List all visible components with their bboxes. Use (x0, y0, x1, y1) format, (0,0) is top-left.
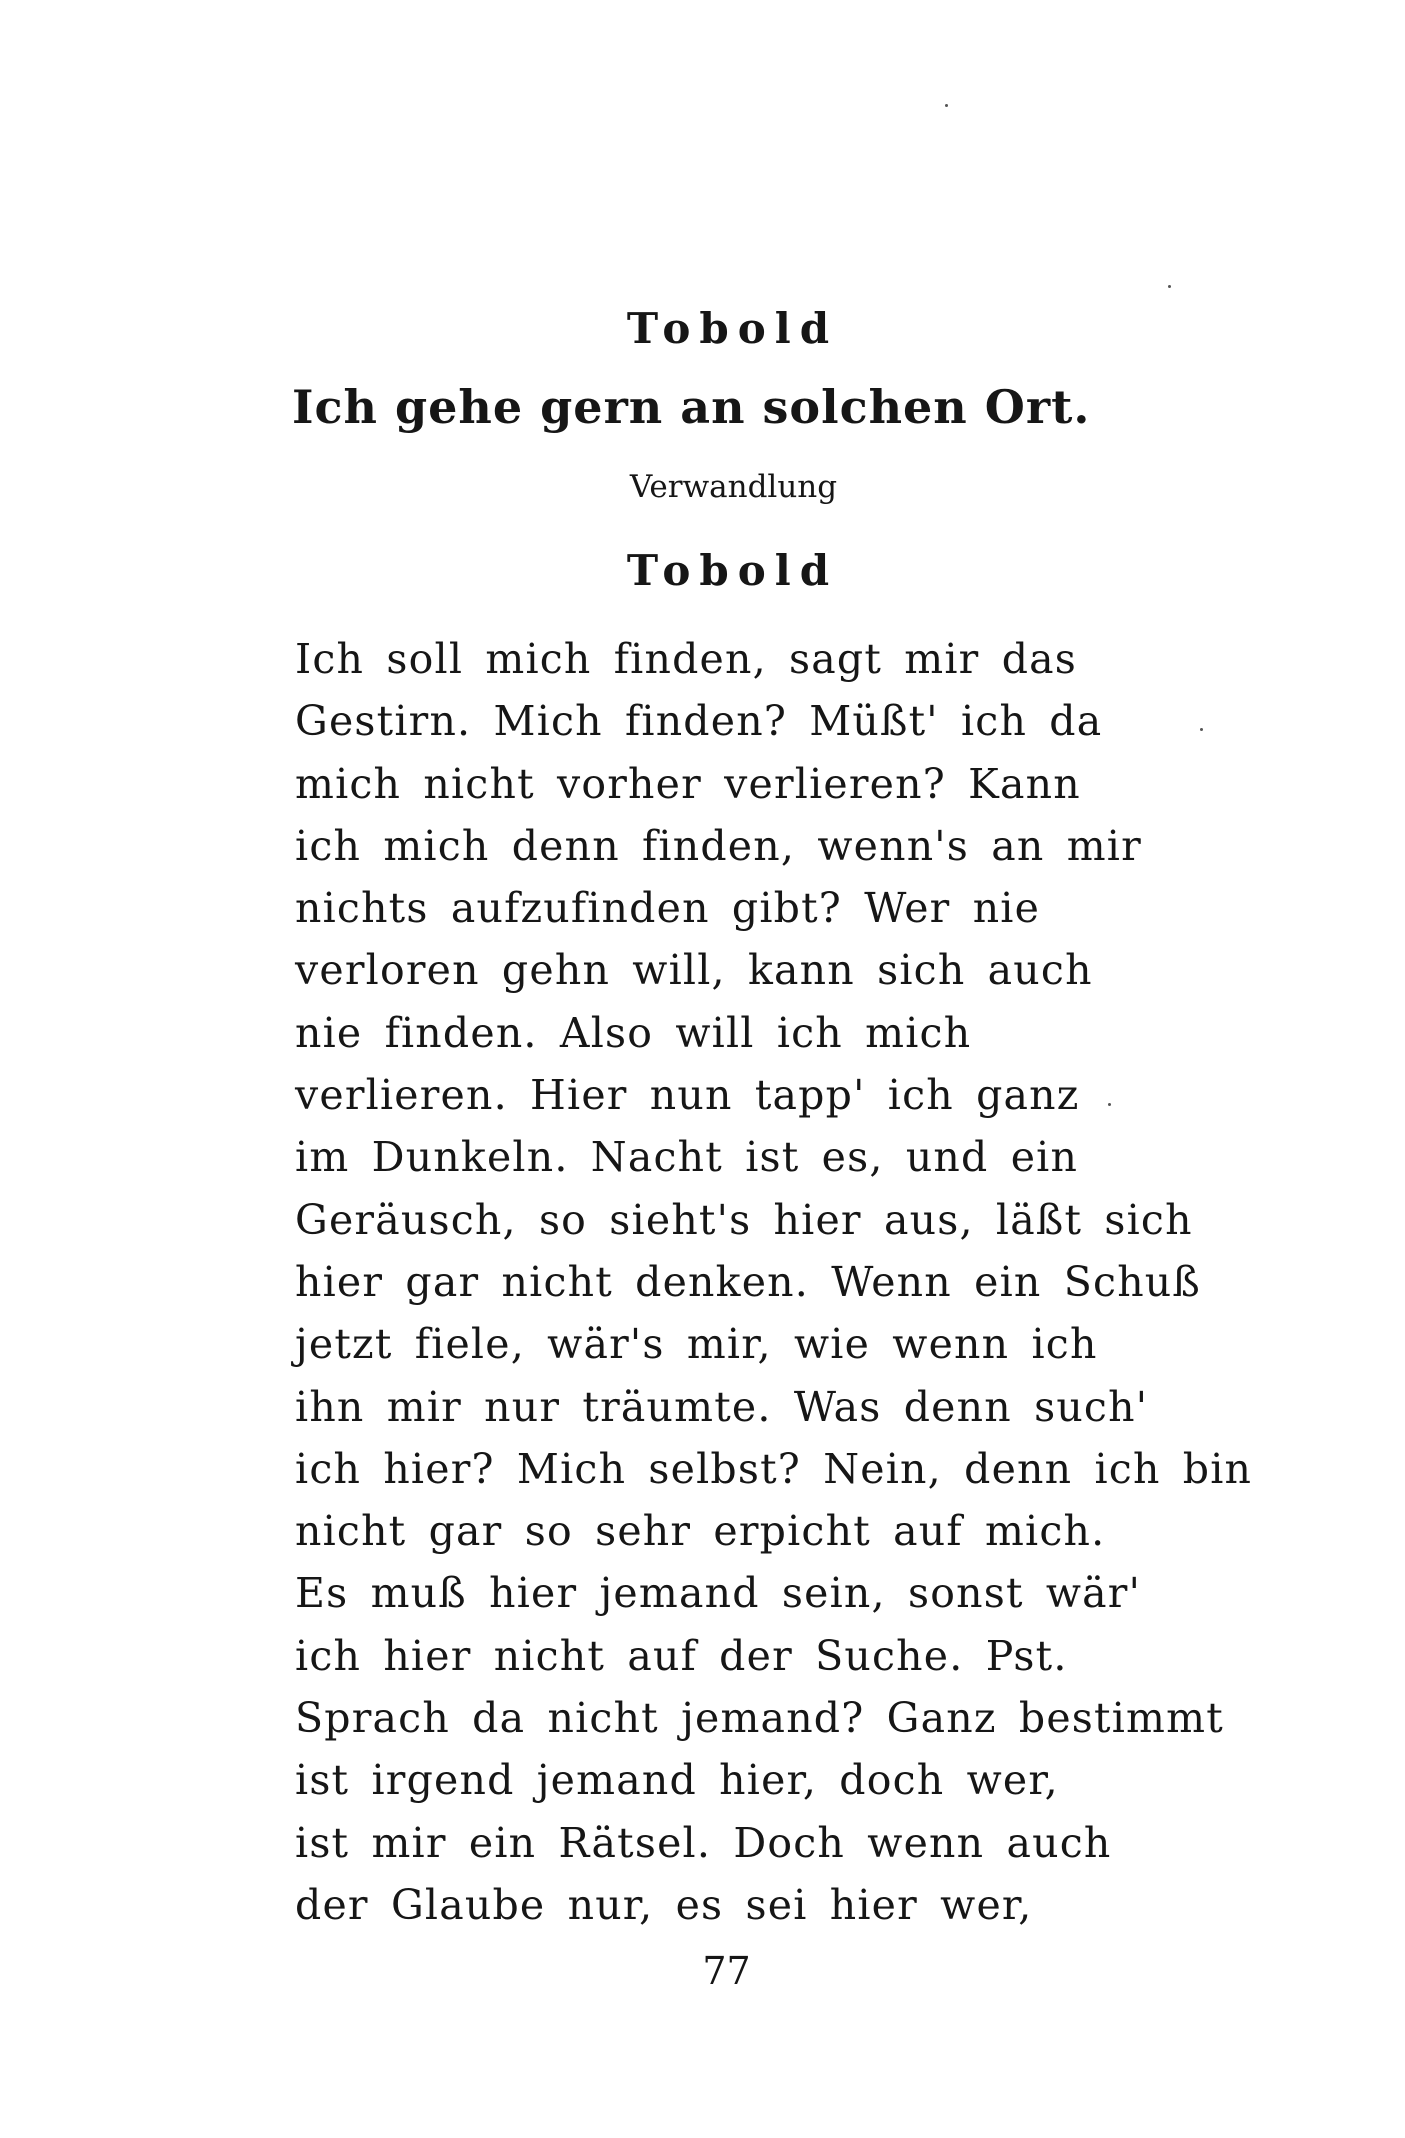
paper-speck (1168, 285, 1171, 288)
monologue-text (295, 628, 1252, 1936)
stage-direction: Verwandlung (629, 469, 838, 505)
text-line: ich mich denn finden, wenn's an mir (295, 821, 1142, 870)
text-line: ich hier? Mich selbst? Nein, denn ich bin (295, 1444, 1253, 1493)
text-line: nie finden. Also will ich mich (295, 1008, 972, 1057)
text-line: Gestirn. Mich finden? Müßt' ich da (295, 697, 1103, 746)
text-line: Geräusch, so sieht's hier aus, läßt sich (295, 1195, 1193, 1244)
intro-line: Ich gehe gern an solchen Ort. (292, 380, 1091, 434)
text-line: nichts aufzufinden gibt? Wer nie (295, 884, 1041, 933)
text-line: jetzt fiele, wär's mir, wie wenn ich (295, 1320, 1098, 1369)
page-number: 77 (702, 1949, 751, 1993)
text-line: ihn mir nur träumte. Was denn such' (295, 1382, 1149, 1431)
text-line: Sprach da nicht jemand? Ganz bestimmt (295, 1694, 1224, 1743)
paper-speck (945, 104, 948, 107)
text-line: im Dunkeln. Nacht ist es, und ein (295, 1133, 1079, 1182)
text-line: hier gar nicht denken. Wenn ein Schuß (295, 1257, 1201, 1306)
text-line: verlieren. Hier nun tapp' ich ganz (295, 1071, 1080, 1120)
text-line: Es muß hier jemand sein, sonst wär' (295, 1569, 1142, 1618)
text-line: verloren gehn will, kann sich auch (295, 946, 1093, 995)
text-line: der Glaube nur, es sei hier wer, (295, 1880, 1033, 1929)
text-line: nicht gar so sehr erpicht auf mich. (295, 1507, 1106, 1556)
speaker-name: Tobold (626, 546, 839, 595)
text-line: ist irgend jemand hier, doch wer, (295, 1756, 1059, 1805)
text-line: ich hier nicht auf der Suche. Pst. (295, 1631, 1068, 1680)
text-line: ist mir ein Rätsel. Doch wenn auch (295, 1818, 1112, 1867)
speaker-name: Tobold (626, 304, 839, 353)
text-line: Ich soll mich finden, sagt mir das (295, 635, 1078, 683)
text-line: mich nicht vorher verlieren? Kann (295, 759, 1081, 808)
